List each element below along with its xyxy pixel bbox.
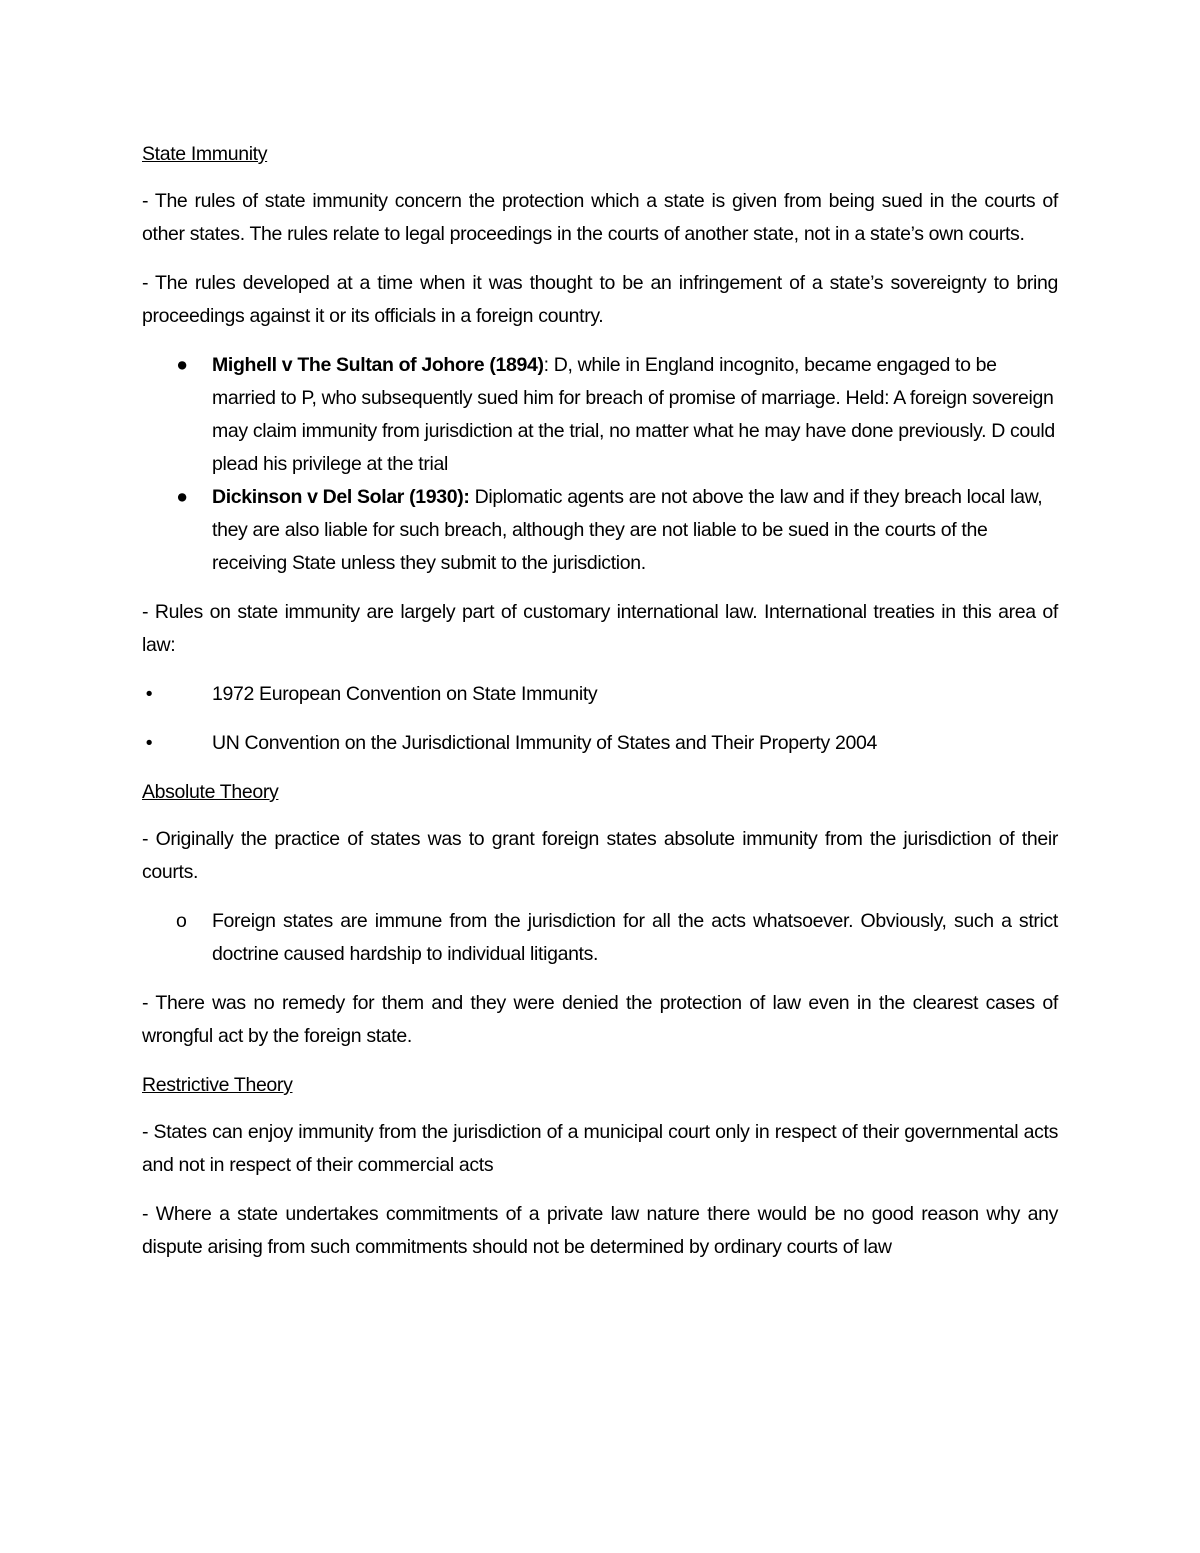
case-name-dickinson: Dickinson v Del Solar (1930): <box>212 486 470 508</box>
paragraph-customary-law: - Rules on state immunity are largely part of customary international law. International treaties in this area of law: <box>142 601 1058 656</box>
treaty-list <box>142 678 1058 760</box>
case-item-mighell <box>142 349 1058 481</box>
case-text <box>212 349 1058 481</box>
paragraph-private-law: - Where a state undertakes commitments of a private law nature there would be no good reason why any dispute arising from such commitments should not be determined by ordinary courts of law <box>142 1203 1058 1258</box>
sub-bullet-item <box>142 905 1058 971</box>
sub-bullet-text: Foreign states are immune from the jurisdiction for all the acts whatsoever. Obviously, such a strict doctrine caused hardship to individual litigants. <box>212 910 1058 965</box>
case-list <box>142 349 1058 580</box>
bullet-icon: • <box>145 732 153 754</box>
case-text <box>212 481 1058 580</box>
treaty-text: UN Convention on the Jurisdictional Immunity of States and Their Property 2004 <box>212 732 877 754</box>
treaty-item <box>142 727 1058 760</box>
document-page <box>142 138 1058 1280</box>
heading-restrictive-theory: Restrictive Theory <box>142 1074 293 1096</box>
heading-state-immunity: State Immunity <box>142 143 268 165</box>
paragraph-absolute-originally: - Originally the practice of states was to grant foreign states absolute immunity from the jurisdiction of their courts. <box>142 828 1058 883</box>
treaty-item <box>142 678 1058 711</box>
treaty-text: 1972 European Convention on State Immunity <box>212 683 598 705</box>
bullet-icon: • <box>145 683 153 705</box>
bullet-icon: ● <box>176 486 188 508</box>
paragraph-no-remedy: - There was no remedy for them and they were denied the protection of law even in the clearest cases of wrongful act by the foreign state. <box>142 992 1058 1047</box>
paragraph-rules-developed: - The rules developed at a time when it was thought to be an infringement of a state’s sovereignty to bring proceedings against it or its officials in a foreign country. <box>142 272 1058 327</box>
bullet-icon: ● <box>176 354 188 376</box>
case-item-dickinson <box>142 481 1058 580</box>
case-description-mighell: : D, while in England incognito, became engaged to be married to P, who subsequently sued him for breach of promise of marriage. Held: A foreign sovereign may claim immunity from jurisdiction at the trial, no matter what he may have done previously. D could plead his privilege at the trial <box>212 354 1055 475</box>
case-description-dickinson: Diplomatic agents are not above the law and if they breach local law, they are also liable for such breach, although they are not liable to be sued in the courts of the receiving State unless they submit to the jurisdiction. <box>212 486 1043 574</box>
paragraph-rules-concern: - The rules of state immunity concern the protection which a state is given from being sued in the courts of other states. The rules relate to legal proceedings in the courts of another state, not in a state’s own courts. <box>142 190 1058 245</box>
circle-bullet-icon: o <box>176 910 187 932</box>
heading-absolute-theory: Absolute Theory <box>142 781 279 803</box>
paragraph-governmental-acts: - States can enjoy immunity from the jurisdiction of a municipal court only in respect of their governmental acts and not in respect of their commercial acts <box>142 1121 1058 1176</box>
case-name-mighell: Mighell v The Sultan of Johore (1894) <box>212 354 544 376</box>
